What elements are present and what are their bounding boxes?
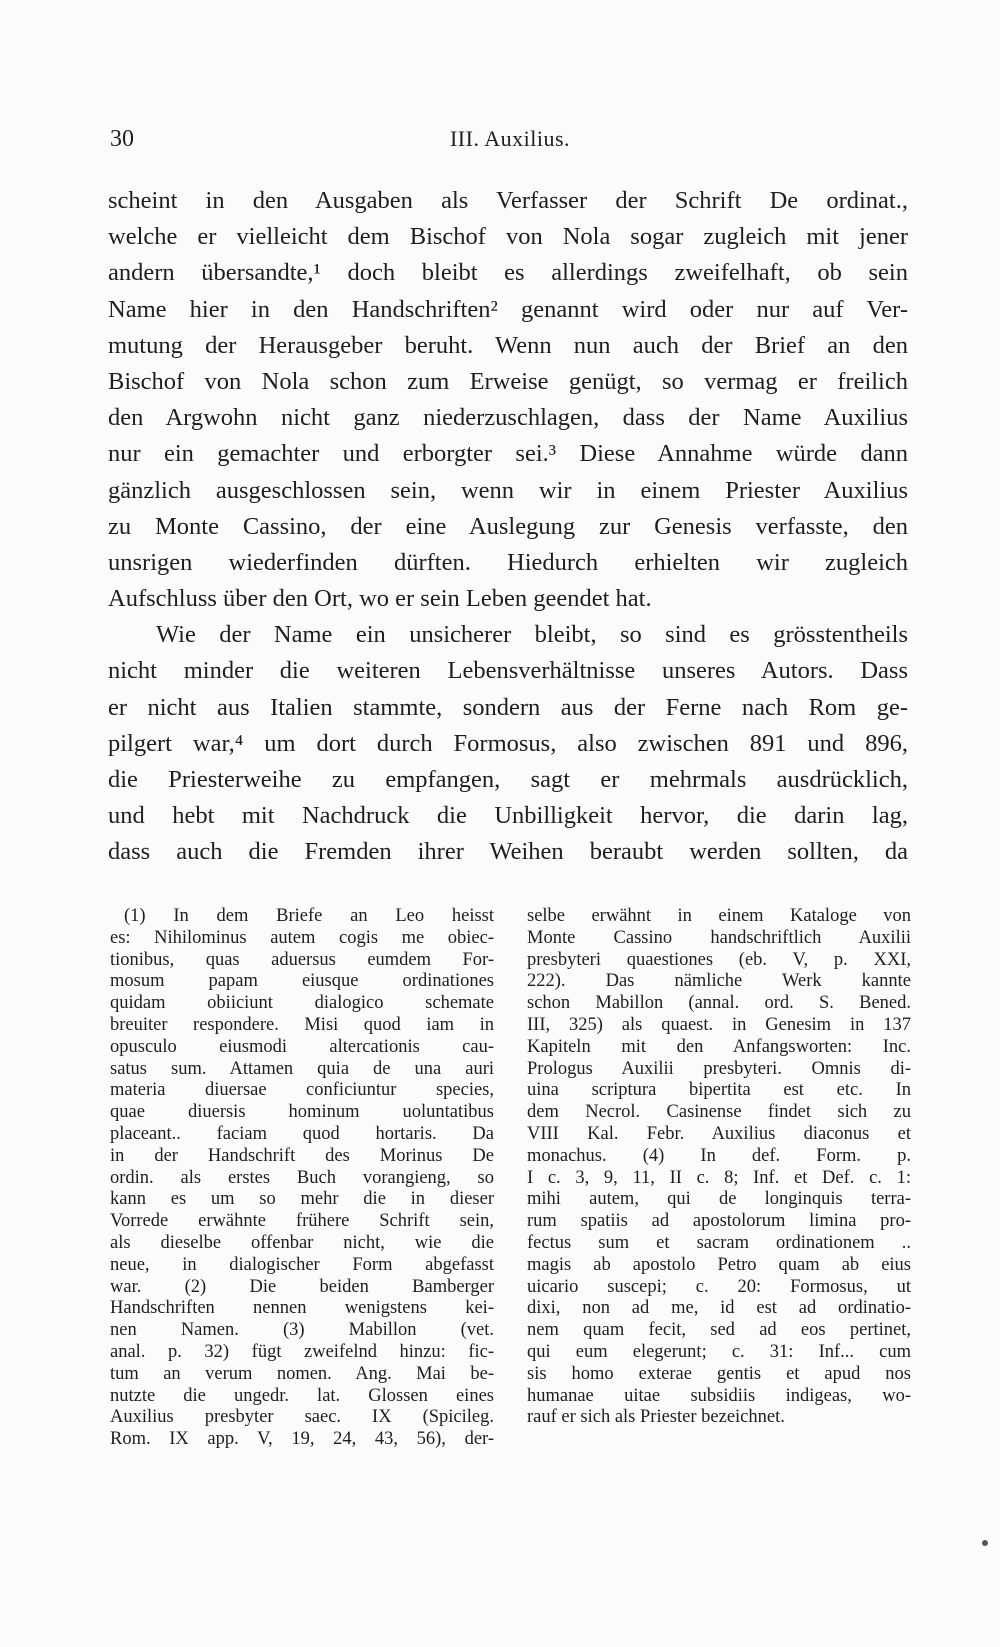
footnote-line: qui eum elegerunt; c. 31: Inf... cum [527,1341,911,1362]
footnote-line: rauf er sich als Priester bezeichnet. [527,1407,785,1428]
footnote-line: breuiter respondere. Misi quod iam in [110,1014,494,1035]
text-line: nicht minder die weiteren Lebensverhältnisse unseres Autors. Dass [108,657,908,685]
footnote-line: uina scriptura bipertita est etc. In [527,1080,911,1101]
footnote-line: nutzte die ungedr. lat. Glossen eines [110,1385,494,1406]
footnote-line: opusculo eiusmodi altercationis cau- [110,1036,494,1057]
footnote-line: schon Mabillon (annal. ord. S. Bened. [527,993,911,1014]
footnote-line: 222). Das nämliche Werk kannte [527,971,911,992]
text-line: und hebt mit Nachdruck die Unbilligkeit hervor, die darin lag, [108,802,908,830]
footnote-line: war. (2) Die beiden Bamberger [110,1276,494,1297]
text-line: nur ein gemachter und erborgter sei.³ Diese Annahme würde dann [108,440,908,468]
footnote-line: fectus sum et sacram ordinationem .. [527,1232,911,1253]
footnote-line: Kapiteln mit den Anfangsworten: Inc. [527,1036,911,1057]
footnote-line: es: Nihilominus autem cogis me obiec- [110,927,494,948]
footnote-line: monachus. (4) In def. Form. p. [527,1145,911,1166]
footnotes-left-column [110,906,494,1451]
text-line: pilgert war,⁴ um dort durch Formosus, also zwischen 891 und 896, [108,729,908,757]
text-line: zu Monte Cassino, der eine Auslegung zur Genesis verfasste, den [108,512,908,540]
footnote-line: anal. p. 32) fügt zweifelnd hinzu: fic- [110,1341,494,1362]
footnote-line: humanae uitae subsidiis indigeas, wo- [527,1385,911,1406]
footnote-line: dixi, non ad me, id est ad ordinatio- [527,1298,911,1319]
footnote-line: Auxilius presbyter saec. IX (Spicileg. [110,1407,494,1428]
text-line: Aufschluss über den Ort, wo er sein Leben geendet hat. [108,585,652,613]
footnote-line: VIII Kal. Febr. Auxilius diaconus et [527,1123,911,1144]
footnote-line: ordin. als erstes Buch vorangieng, so [110,1167,494,1188]
text-line: scheint in den Ausgaben als Verfasser der Schrift De ordinat., [108,187,908,214]
footnote-line: rum spatiis ad apostolorum limina pro- [527,1211,911,1232]
text-line: Wie der Name ein unsicherer bleibt, so sind es grösstentheils [156,621,908,649]
footnote-line: tum an verum nomen. Ang. Mai be- [110,1363,494,1384]
footnote-line: placeant.. faciam quod hortaris. Da [110,1123,494,1144]
text-line: die Priesterweihe zu empfangen, sagt er mehrmals ausdrücklich, [108,766,908,793]
footnote-line: Vorrede erwähnte frühere Schrift sein, [110,1211,494,1232]
footnote-line: dem Necrol. Casinense findet sich zu [527,1102,911,1123]
footnote-line: kann es um so mehr die in dieser [110,1189,494,1210]
ink-speck [982,1540,988,1546]
footnote-line: mihi autem, qui de longinquis terra- [527,1189,911,1210]
footnote-line: III, 325) als quaest. in Genesim in 137 [527,1014,911,1035]
footnote-line: als dieselbe offenbar nicht, wie die [110,1232,494,1253]
footnote-line: satus sum. Attamen quia de una auri [110,1058,494,1079]
text-line: dass auch die Fremden ihrer Weihen beraubt werden sollten, da [108,838,908,866]
footnote-line: I c. 3, 9, 11, II c. 8; Inf. et Def. c. 1: [527,1167,911,1188]
text-line: Name hier in den Handschriften² genannt wird oder nur auf Ver- [108,295,908,323]
text-line: mutung der Herausgeber beruht. Wenn nun auch der Brief an den [108,331,908,359]
text-line: welche er vielleicht dem Bischof von Nola sogar zugleich mit jener [108,223,908,251]
footnote-line: tionibus, quas aduersus eumdem For- [110,949,494,970]
footnote-line: mosum papam eiusque ordinationes [110,971,494,992]
footnote-line: uicario suscepi; c. 20: Formosus, ut [527,1276,911,1297]
page-number: 30 [110,126,134,152]
footnote-line: nen Namen. (3) Mabillon (vet. [110,1320,494,1341]
text-line: Bischof von Nola schon zum Erweise genügt, so vermag er freilich [108,367,908,395]
footnote-line: quae diuersis hominum uoluntatibus [110,1102,494,1123]
footnote-line: materia diuersae conficiuntur species, [110,1080,494,1101]
footnote-line: in der Handschrift des Morinus De [110,1145,494,1166]
text-line: gänzlich ausgeschlossen sein, wenn wir in einem Priester Auxilius [108,476,908,504]
footnote-line: Handschriften nennen wenigstens kei- [110,1298,494,1319]
footnote-line: (1) In dem Briefe an Leo heisst [124,906,494,926]
page-header [110,126,910,160]
footnote-line: selbe erwähnt in einem Kataloge von [527,906,911,926]
text-line: den Argwohn nicht ganz niederzuschlagen, dass der Name Auxilius [108,404,908,432]
footnote-line: presbyteri quaestiones (eb. V, p. XXI, [527,949,911,970]
text-line: unsrigen wiederfinden dürften. Hiedurch erhielten wir zugleich [108,548,908,576]
footnote-line: magis ab apostolo Petro quam ab eius [527,1254,911,1275]
footnote-line: neue, in dialogischer Form abgefasst [110,1254,494,1275]
main-text [108,183,908,871]
footnotes-right-column [527,906,911,1429]
footnote-line: Rom. IX app. V, 19, 24, 43, 56), der- [110,1429,494,1450]
footnote-line: Monte Cassino handschriftlich Auxilii [527,927,911,948]
footnote-line: nem quam fecit, sed ad eos pertinet, [527,1320,911,1341]
footnote-line: sis homo exterae gentis et apud nos [527,1363,911,1384]
text-line: andern übersandte,¹ doch bleibt es allerdings zweifelhaft, ob sein [108,259,908,287]
text-line: er nicht aus Italien stammte, sondern aus der Ferne nach Rom ge- [108,693,908,721]
footnote-line: Prologus Auxilii presbyteri. Omnis di- [527,1058,911,1079]
footnote-line: quidam obiiciunt dialogico schemate [110,993,494,1014]
running-title: III. Auxilius. [449,126,571,151]
